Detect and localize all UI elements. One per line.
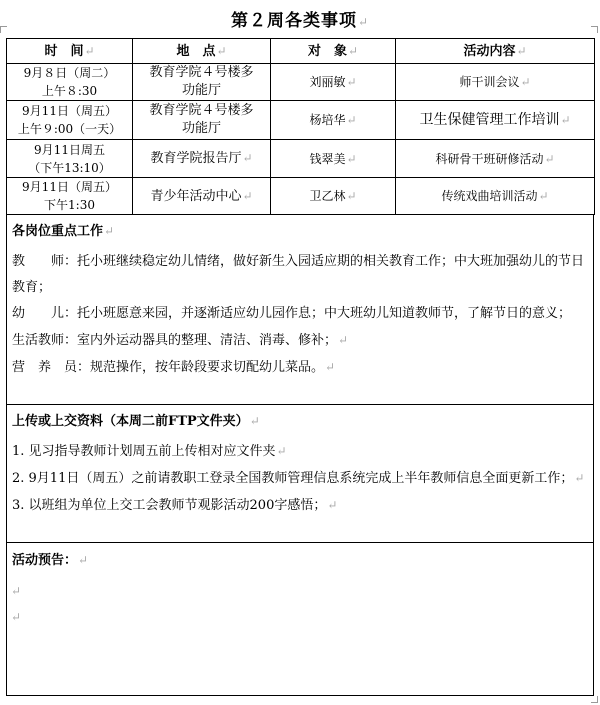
section-key-tasks bbox=[6, 214, 594, 405]
header-time: 时 间↵ bbox=[7, 39, 133, 64]
cell-time: 9月11日（周五） 上午９:00（一天） bbox=[7, 101, 133, 140]
cell-activity: 传统戏曲培训活动↵ bbox=[396, 178, 595, 215]
cell-place: 教育学院报告厅↵ bbox=[133, 140, 271, 178]
cell-activity: 卫生保健管理工作培训↵ bbox=[396, 101, 595, 140]
task-teacher: 教 师：托小班继续稳定幼儿情绪，做好新生入园适应期的相关教育工作；中大班加强幼儿的节日教育； bbox=[12, 254, 585, 295]
upload-item: 2. 9月11日（周五）之前请教职工登录全国教师管理信息系统完成上半年教师信息全面更新工作；↵ bbox=[12, 471, 585, 486]
section-preview bbox=[6, 543, 594, 696]
upload-item: 3. 以班组为单位上交工会教师节观影活动200字感悟；↵ bbox=[12, 498, 338, 513]
cell-activity: 师干训会议↵ bbox=[396, 64, 595, 101]
cell-target: 杨培华↵ bbox=[271, 101, 396, 140]
header-target: 对 象↵ bbox=[271, 39, 396, 64]
table-row bbox=[7, 140, 595, 178]
table-row bbox=[7, 101, 595, 140]
page-corner-mark bbox=[591, 696, 598, 703]
cell-target: 钱翠美↵ bbox=[271, 140, 396, 178]
cell-place: 教育学院４号楼多 功能厅 bbox=[133, 64, 271, 101]
task-life-teacher: 生活教师：室内外运动器具的整理、清洁、消毒、修补；↵ bbox=[12, 333, 349, 348]
cell-place: 教育学院４号楼多 功能厅 bbox=[133, 101, 271, 140]
task-children: 幼 儿：托小班愿意来园，并逐渐适应幼儿园作息；中大班幼儿知道教师节，了解节日的意义； bbox=[12, 306, 572, 321]
empty-paragraph: ↵ bbox=[11, 584, 22, 598]
header-place: 地 点↵ bbox=[133, 39, 271, 64]
cell-target: 卫乙林↵ bbox=[271, 178, 396, 215]
section-uploads bbox=[6, 405, 594, 543]
cell-activity: 科研骨干班研修活动↵ bbox=[396, 140, 595, 178]
cell-time: 9月11日周五 （下午13:10） bbox=[7, 140, 133, 178]
table-row bbox=[7, 64, 595, 101]
schedule-table bbox=[6, 38, 595, 215]
page-title: 第２周各类事项↵ bbox=[230, 11, 370, 31]
cell-time: 9月11日（周五） 下午1:30 bbox=[7, 178, 133, 215]
table-header-row bbox=[7, 39, 595, 64]
cell-target: 刘丽敏↵ bbox=[271, 64, 396, 101]
table-row bbox=[7, 178, 595, 215]
cell-place: 青少年活动中心↵ bbox=[133, 178, 271, 215]
task-nutritionist: 营 养 员：规范操作，按年龄段要求切配幼儿菜品。↵ bbox=[12, 360, 336, 375]
cell-time: 9月８日（周二） 上午８:30 bbox=[7, 64, 133, 101]
header-activity: 活动内容↵ bbox=[396, 39, 595, 64]
section-heading: 各岗位重点工作↵ bbox=[12, 224, 115, 239]
section-heading: 活动预告：↵ bbox=[12, 553, 89, 568]
empty-paragraph: ↵ bbox=[11, 610, 22, 624]
section-heading: 上传或上交资料（本周二前FTP文件夹）↵ bbox=[12, 414, 260, 429]
upload-item: 1. 见习指导教师计划周五前上传相对应文件夹↵ bbox=[12, 444, 287, 459]
